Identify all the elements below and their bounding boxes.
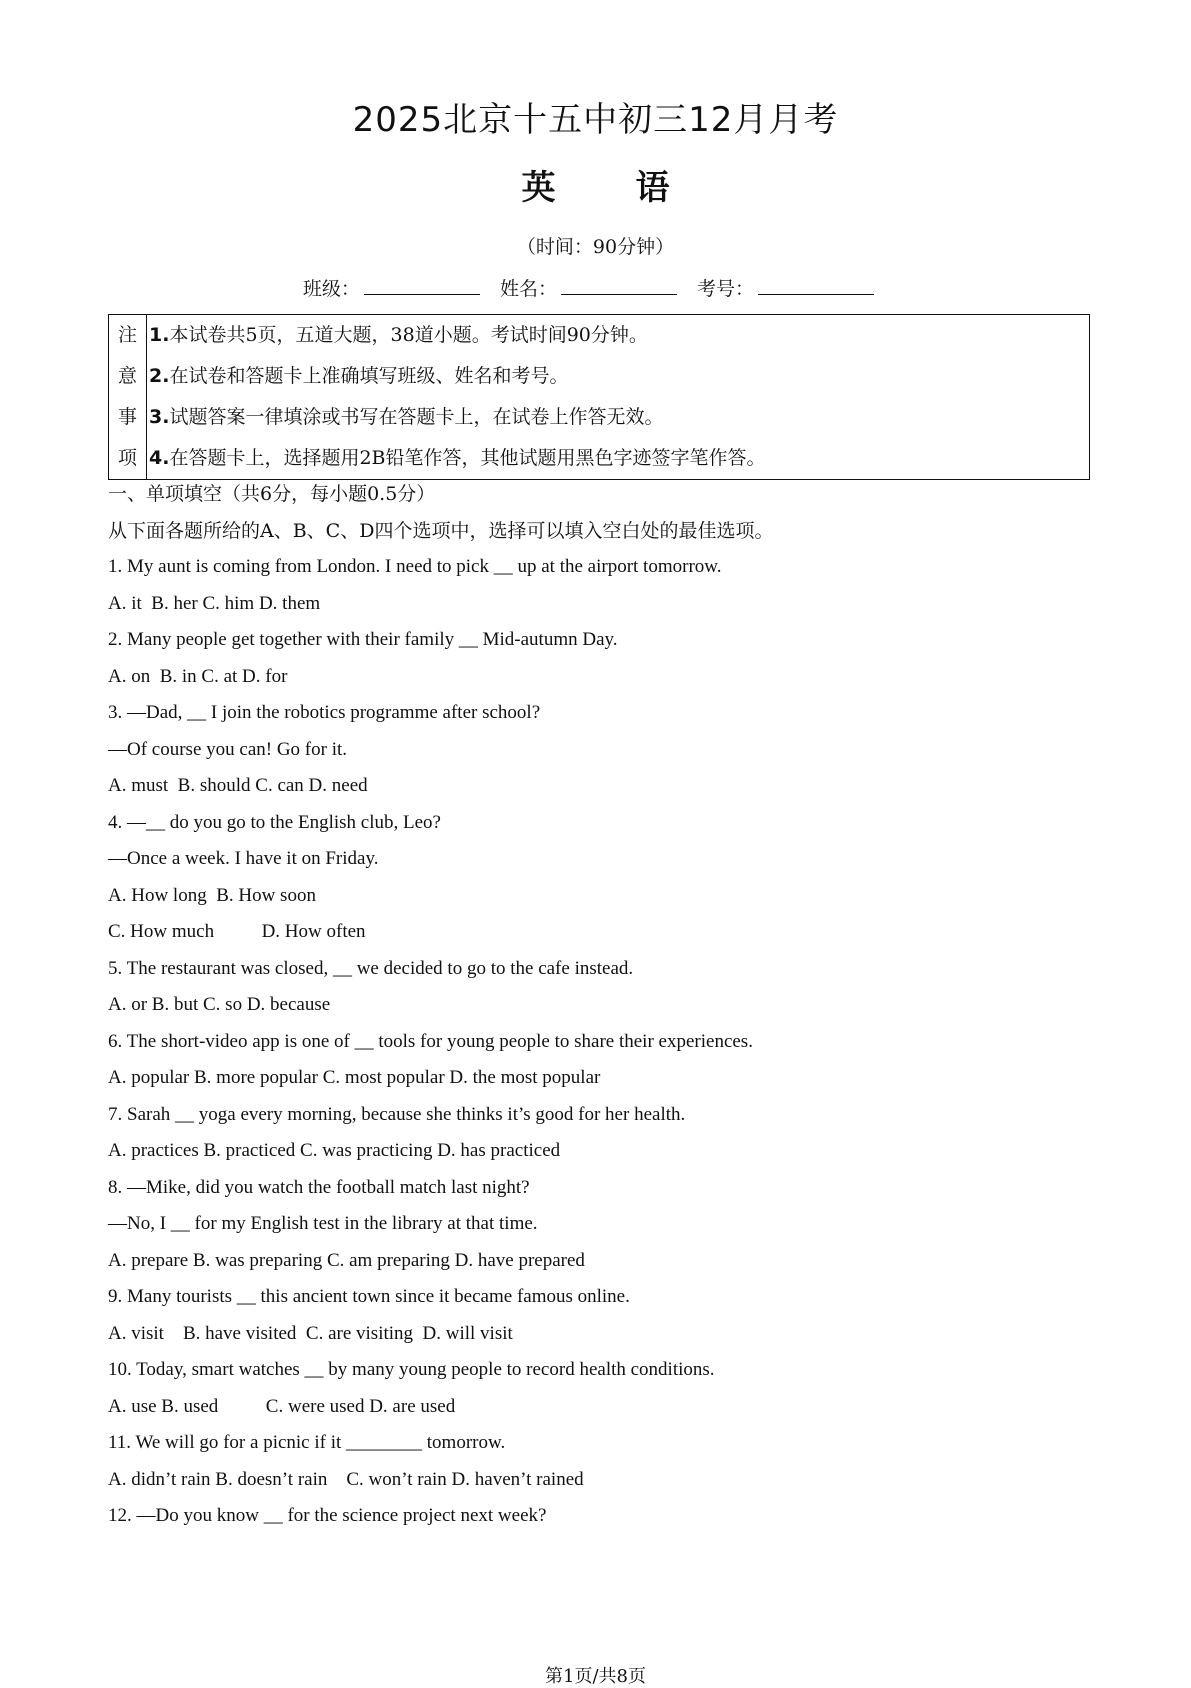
question-line: 6. The short-video app is one of __ tools for young people to share their experiences. <box>108 1030 753 1052</box>
notice-item <box>147 356 1089 397</box>
dialogue-line: —Of course you can! Go for it. <box>108 738 348 760</box>
name-blank <box>561 276 677 295</box>
notice-label-char: 意 <box>117 365 137 387</box>
options-line: A. visit B. have visited C. are visiting D. will visit <box>108 1322 513 1344</box>
notice-label <box>109 315 147 479</box>
question-line: 8. —Mike, did you watch the football match last night? <box>108 1176 530 1198</box>
class-blank <box>364 276 480 295</box>
notice-item-number: 4. <box>149 447 170 469</box>
notice-item-text: 在试卷和答题卡上准确填写班级、姓名和考号。 <box>169 365 569 387</box>
options-line: A. didn’t rain B. doesn’t rain C. won’t rain D. haven’t rained <box>108 1468 584 1490</box>
question-line: 2. Many people get together with their family __ Mid-autumn Day. <box>108 629 618 650</box>
subject-heading <box>0 160 1191 209</box>
question-line: 4. —__ do you go to the English club, Leo? <box>108 811 441 833</box>
notice-item <box>147 438 1089 479</box>
question-line: 12. —Do you know __ for the science project next week? <box>108 1505 547 1526</box>
question-line: 1. My aunt is coming from London. I need to pick __ up at the airport tomorrow. <box>108 556 722 577</box>
time-note: （时间：90分钟） <box>516 236 675 258</box>
options-line: A. must B. should C. can D. need <box>108 775 368 796</box>
subject-char: 英 <box>521 168 556 208</box>
notice-item-number: 3. <box>149 406 170 428</box>
exam-no-blank <box>758 276 874 295</box>
notice-item-text: 本试卷共5页，五道大题，38道小题。考试时间90分钟。 <box>169 324 648 346</box>
question-line: 9. Many tourists __ this ancient town since it became famous online. <box>108 1286 630 1307</box>
question-section <box>108 476 1108 1535</box>
notice-box <box>108 314 1090 480</box>
notice-label-char: 项 <box>117 447 137 469</box>
options-line: A. on B. in C. at D. for <box>108 665 288 687</box>
question-line: 3. —Dad, __ I join the robotics programme after school? <box>108 702 541 723</box>
notice-label-char: 事 <box>117 406 137 428</box>
subject-char: 语 <box>635 168 670 208</box>
notice-items <box>147 315 1089 479</box>
section-instruction: 从下面各题所给的A、B、C、D四个选项中，选择可以填入空白处的最佳选项。 <box>108 519 774 542</box>
dialogue-line: —Once a week. I have it on Friday. <box>108 848 379 869</box>
notice-item <box>147 315 1089 356</box>
class-label: 班级： <box>302 278 360 300</box>
exam-no-label: 考号： <box>697 278 755 300</box>
name-label: 姓名： <box>499 278 557 300</box>
document-title: 2025北京十五中初三12月月考 <box>352 100 839 140</box>
options-line: A. popular B. more popular C. most popular D. the most popular <box>108 1067 601 1088</box>
section-heading: 一、单项填空（共6分，每小题0.5分） <box>108 483 436 505</box>
notice-item <box>147 397 1089 438</box>
options-line: A. it B. her C. him D. them <box>108 592 321 614</box>
notice-item-text: 试题答案一律填涂或书写在答题卡上，在试卷上作答无效。 <box>169 406 664 428</box>
dialogue-line: —No, I __ for my English test in the library at that time. <box>108 1213 538 1234</box>
page-footer: 第1页/共8页 <box>545 1666 646 1687</box>
options-line: A. use B. used C. were used D. are used <box>108 1395 456 1417</box>
options-line: A. or B. but C. so D. because <box>108 994 331 1015</box>
notice-item-number: 1. <box>149 324 170 346</box>
question-line: 11. We will go for a picnic if it ________ tomorrow. <box>108 1432 506 1453</box>
options-line: C. How much D. How often <box>108 921 366 942</box>
notice-item-number: 2. <box>149 365 170 387</box>
notice-item-text: 在答题卡上，选择题用2B铅笔作答，其他试题用黑色字迹签字笔作答。 <box>169 447 766 469</box>
question-line: 10. Today, smart watches __ by many young people to record health conditions. <box>108 1359 715 1380</box>
options-line: A. prepare B. was preparing C. am preparing D. have prepared <box>108 1249 585 1271</box>
student-info-row <box>0 274 1191 301</box>
question-line: 5. The restaurant was closed, __ we decided to go to the cafe instead. <box>108 957 634 979</box>
options-line: A. practices B. practiced C. was practicing D. has practiced <box>108 1140 561 1161</box>
options-line: A. How long B. How soon <box>108 884 316 906</box>
notice-label-char: 注 <box>117 324 137 346</box>
question-line: 7. Sarah __ yoga every morning, because she thinks it’s good for her health. <box>108 1103 686 1125</box>
